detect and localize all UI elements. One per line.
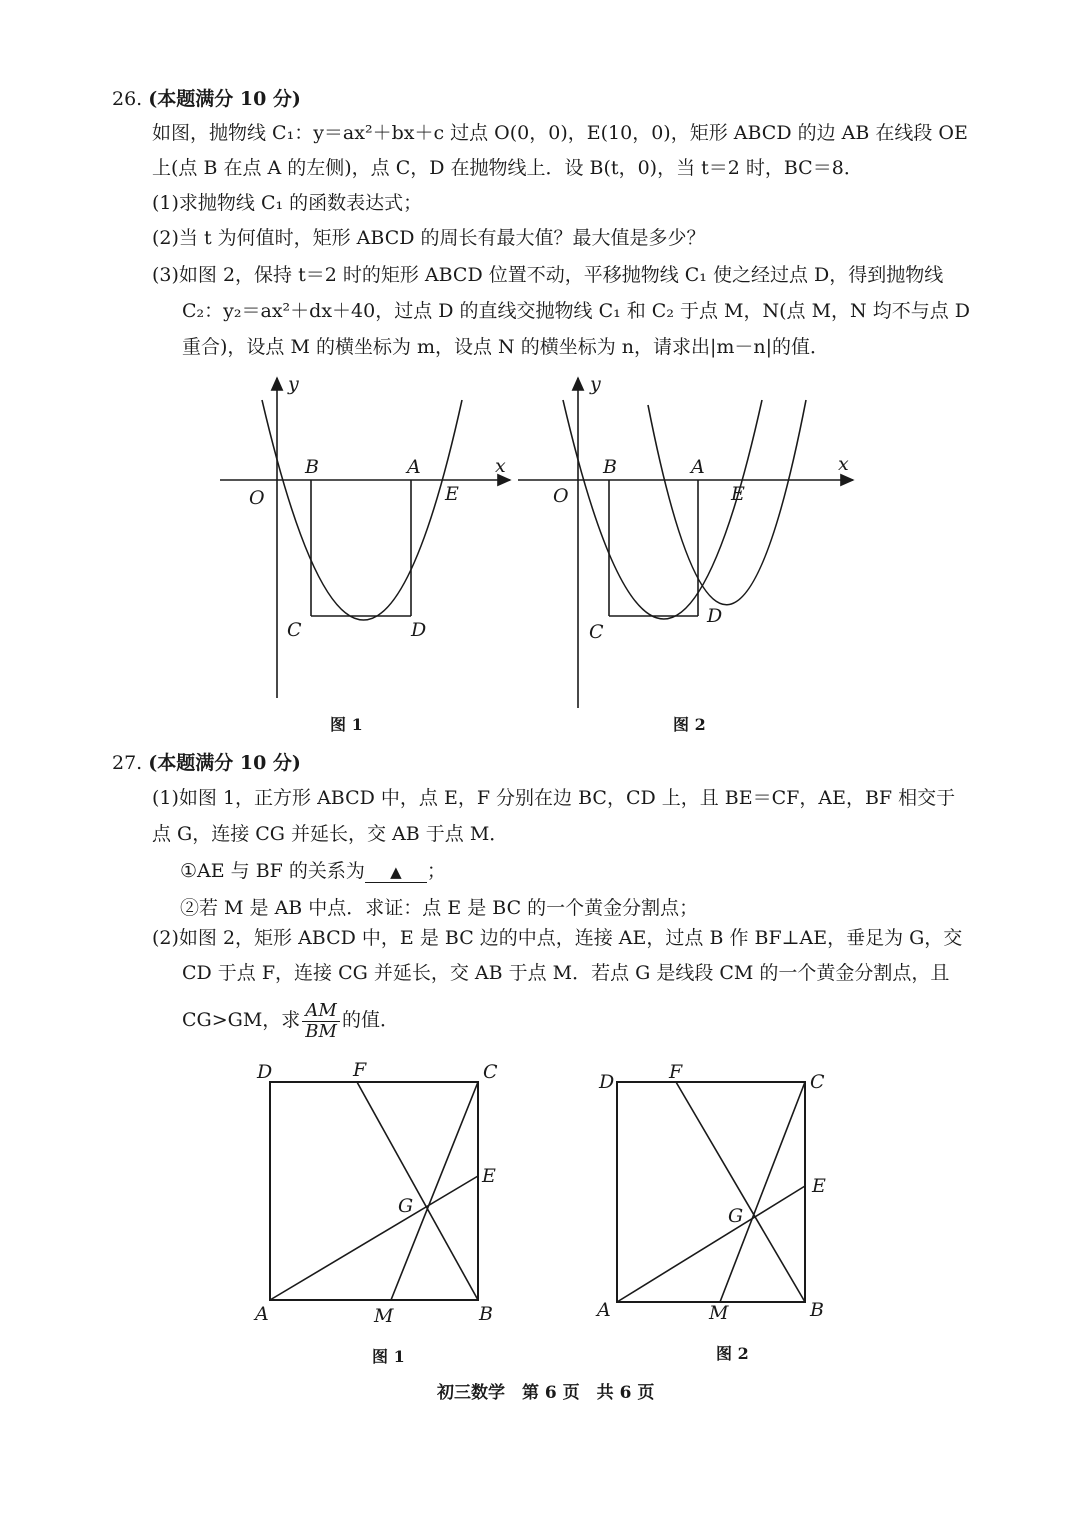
label-e: E xyxy=(445,483,459,505)
q26-fig2-caption: 图 2 xyxy=(673,715,706,734)
q26-part3-line2: C₂：y₂＝ax²＋dx＋40，过点 D 的直线交抛物线 C₁ 和 C₂ 于点 M，N(点 M，N 均不与点 D xyxy=(182,300,970,322)
label-e: E xyxy=(812,1175,826,1197)
label-e: E xyxy=(731,483,745,505)
fraction-denominator: BM xyxy=(305,1020,337,1042)
label-x: x xyxy=(838,453,849,475)
label-o: O xyxy=(553,485,569,507)
q26-figure-1 xyxy=(215,370,515,710)
q26-part3-line1: (3)如图 2，保持 t＝2 时的矩形 ABCD 位置不动，平移抛物线 C₁ 使之经过点 D，得到抛物线 xyxy=(152,264,944,286)
q26-fig1-caption: 图 1 xyxy=(330,715,363,734)
fraction-numerator: AM xyxy=(302,1001,340,1022)
q26-part1: (1)求抛物线 C₁ 的函数表达式； xyxy=(152,192,423,214)
page-footer: 初三数学 第 6 页 共 6 页 xyxy=(437,1383,655,1403)
segment-cm xyxy=(720,1082,805,1302)
label-y: y xyxy=(590,373,601,395)
rectangle-abcd xyxy=(617,1082,805,1302)
q26-figure-2-svg xyxy=(515,370,860,715)
label-g: G xyxy=(398,1195,414,1217)
label-d: D xyxy=(707,605,723,627)
parabola-c1 xyxy=(262,400,462,620)
q27-part1-line1: (1)如图 1，正方形 ABCD 中，点 E，F 分别在边 BC，CD 上，且 BE＝CF，AE，BF 相交于 xyxy=(152,787,956,809)
q26-number: 26. xyxy=(112,88,143,110)
q27-figure-1 xyxy=(245,1058,515,1333)
answer-blank xyxy=(365,861,427,883)
q27-part2-line3 xyxy=(182,998,399,1042)
label-g: G xyxy=(728,1205,744,1227)
q26-header xyxy=(112,86,301,112)
segment-ae xyxy=(270,1176,478,1300)
parabola-c1 xyxy=(563,400,762,619)
q27-points: (本题满分 10 分) xyxy=(148,752,301,774)
segment-bf xyxy=(357,1082,478,1300)
q27-figure-1-svg xyxy=(245,1058,515,1333)
q26-figure-2 xyxy=(515,370,860,715)
label-m: M xyxy=(374,1305,394,1327)
label-b: B xyxy=(479,1303,493,1325)
q26-part2: (2)当 t 为何值时，矩形 ABCD 的周长有最大值？最大值是多少？ xyxy=(152,227,706,249)
q27-fig2-caption: 图 2 xyxy=(716,1344,749,1363)
label-a: A xyxy=(691,456,705,478)
label-f: F xyxy=(353,1059,367,1081)
q27-part1-line2: 点 G，连接 CG 并延长，交 AB 于点 M． xyxy=(152,823,509,845)
q27-sub1 xyxy=(180,858,446,884)
label-d: D xyxy=(411,619,427,641)
segment-bf xyxy=(676,1082,805,1302)
fraction-am-bm xyxy=(302,1001,340,1042)
label-x: x xyxy=(495,455,506,477)
q27-part2-suffix: 的值． xyxy=(341,1009,399,1031)
segment-ae xyxy=(617,1186,805,1302)
q26-points: (本题满分 10 分) xyxy=(148,88,301,110)
q27-sub1-suffix: ； xyxy=(426,860,446,882)
label-m: M xyxy=(709,1302,729,1324)
q26-stem-line2: 上(点 B 在点 A 的左侧)，点 C，D 在抛物线上．设 B(t，0)，当 t＝2 时，BC＝8． xyxy=(152,157,863,179)
q27-number: 27. xyxy=(112,752,143,774)
q27-part2-prefix: CG>GM，求 xyxy=(182,1009,301,1031)
label-c: C xyxy=(589,621,604,643)
q27-fig1-caption: 图 1 xyxy=(372,1347,405,1366)
label-b: B xyxy=(603,456,617,478)
blank-triangle: ▲ xyxy=(390,863,402,881)
label-b: B xyxy=(305,456,319,478)
label-e: E xyxy=(482,1165,496,1187)
label-c: C xyxy=(287,619,302,641)
label-c: C xyxy=(810,1071,825,1093)
label-b: B xyxy=(810,1299,824,1321)
q26-figure-1-svg xyxy=(215,370,515,710)
label-y: y xyxy=(288,373,299,395)
label-f: F xyxy=(669,1062,683,1083)
label-a: A xyxy=(255,1303,269,1325)
q27-figure-2-svg xyxy=(592,1062,842,1327)
q26-part3-line3: 重合)，设点 M 的横坐标为 m，设点 N 的横坐标为 n，请求出|m－n|的值． xyxy=(182,336,830,358)
label-o: O xyxy=(249,487,265,509)
q26-stem-line1: 如图，抛物线 C₁：y＝ax²＋bx＋c 过点 O(0，0)，E(10，0)，矩形 ABCD 的边 AB 在线段 OE xyxy=(152,122,968,144)
label-c: C xyxy=(483,1061,498,1083)
segment-cm xyxy=(391,1082,478,1300)
label-d: D xyxy=(599,1071,615,1093)
label-a: A xyxy=(407,456,421,478)
label-d: D xyxy=(257,1061,273,1083)
q27-figure-2 xyxy=(592,1062,842,1327)
label-a: A xyxy=(597,1299,611,1321)
q27-part2-line2: CD 于点 F，连接 CG 并延长，交 AB 于点 M．若点 G 是线段 CM 的一个黄金分割点，且 xyxy=(182,962,950,984)
square-abcd xyxy=(270,1082,478,1300)
q27-header xyxy=(112,750,301,776)
q27-sub2: ②若 M 是 AB 中点．求证：点 E 是 BC 的一个黄金分割点； xyxy=(180,897,699,919)
q27-part2-line1: (2)如图 2，矩形 ABCD 中，E 是 BC 边的中点，连接 AE，过点 B 作 BF⊥AE，垂足为 G，交 xyxy=(152,927,963,949)
parabola-c2 xyxy=(648,400,806,605)
q27-sub1-prefix: ①AE 与 BF 的关系为 xyxy=(180,860,365,882)
